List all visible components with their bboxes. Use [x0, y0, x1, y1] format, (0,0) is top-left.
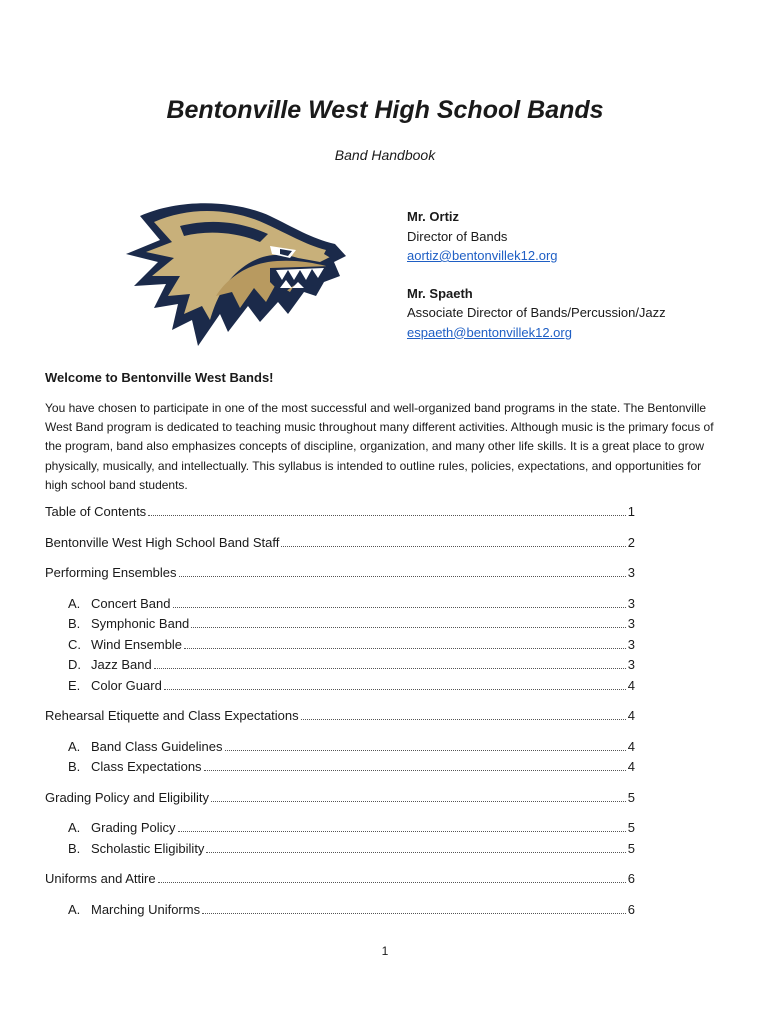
- toc-leader-dots: [204, 770, 626, 771]
- toc-subentry[interactable]: [45, 678, 635, 699]
- toc-leader-dots: [148, 515, 626, 516]
- contact-email-link[interactable]: espaeth@bentonvillek12.org: [407, 324, 572, 340]
- toc-leader-dots: [179, 576, 626, 577]
- toc-page-number: 5: [627, 789, 635, 805]
- contact-name: Mr. Spaeth: [407, 285, 473, 301]
- toc-page-number: 4: [627, 738, 635, 754]
- toc-entry[interactable]: [45, 535, 635, 556]
- toc-leader-dots: [206, 852, 625, 853]
- contact-email-link[interactable]: aortiz@bentonvillek12.org: [407, 248, 558, 263]
- toc-subentry-letter: A.: [68, 901, 81, 917]
- contacts-block: [407, 207, 666, 342]
- toc-page-number: 4: [627, 677, 635, 693]
- toc-leader-dots: [158, 882, 626, 883]
- toc-subentry[interactable]: [45, 820, 635, 841]
- toc-page-number: 5: [627, 840, 635, 856]
- toc-entry[interactable]: [45, 790, 635, 811]
- document-title: Bentonville West High School Bands: [166, 96, 604, 124]
- toc-subentry-label: Jazz Band: [91, 657, 152, 672]
- toc-leader-dots: [164, 689, 626, 690]
- toc-subentry[interactable]: [45, 596, 635, 617]
- toc-entry-label: Bentonville West High School Band Staff: [45, 534, 280, 550]
- toc-page-number: 6: [627, 871, 635, 886]
- toc-subentry[interactable]: [45, 902, 635, 923]
- page-number: 1: [381, 944, 389, 958]
- toc-page-number: 1: [627, 504, 635, 519]
- contact-role: Associate Director of Bands/Percussion/Jazz: [407, 305, 666, 320]
- toc-entry-label: Table of Contents: [45, 504, 147, 519]
- contact-name: Mr. Ortiz: [407, 209, 460, 224]
- toc-subentry-letter: A.: [68, 820, 81, 835]
- toc-subentry-letter: A.: [68, 738, 81, 754]
- toc-entry[interactable]: [45, 708, 635, 729]
- toc-subentry-letter: D.: [68, 657, 81, 672]
- toc-page-number: 4: [627, 708, 635, 723]
- toc-subentry-letter: B.: [68, 840, 81, 856]
- toc-subentry-label: Grading Policy: [91, 820, 176, 835]
- toc-page-number: 3: [627, 595, 635, 611]
- toc-subentry-label: Class Expectations: [91, 759, 202, 774]
- document-subtitle: Band Handbook: [334, 147, 436, 163]
- toc-subentry-letter: C.: [68, 636, 81, 652]
- toc-leader-dots: [173, 607, 626, 608]
- toc-subentry-letter: B.: [68, 616, 81, 631]
- toc-page-number: 5: [627, 820, 635, 835]
- toc-subentry-label: Concert Band: [91, 595, 171, 611]
- toc-leader-dots: [178, 831, 626, 832]
- toc-subentry-label: Band Class Guidelines: [91, 738, 223, 754]
- toc-subentry-label: Scholastic Eligibility: [91, 840, 205, 856]
- toc-leader-dots: [184, 648, 626, 649]
- toc-entry[interactable]: [45, 565, 635, 586]
- toc-entry[interactable]: [45, 871, 635, 892]
- toc-entry-label: Rehearsal Etiquette and Class Expectations: [45, 708, 299, 723]
- toc-page-number: 3: [627, 616, 635, 631]
- toc-leader-dots: [154, 668, 626, 669]
- toc-entry-label: Uniforms and Attire: [45, 871, 156, 886]
- toc-leader-dots: [225, 750, 626, 751]
- toc-page-number: 6: [627, 901, 635, 917]
- toc-subentry[interactable]: [45, 616, 635, 637]
- toc-subentry[interactable]: [45, 759, 635, 780]
- contact-role: Director of Bands: [407, 228, 508, 244]
- toc-page-number: 3: [627, 657, 635, 672]
- toc-page-number: 3: [627, 636, 635, 652]
- toc-entry-label: Performing Ensembles: [45, 565, 177, 580]
- toc-leader-dots: [281, 546, 625, 547]
- toc-entry-label: Grading Policy and Eligibility: [45, 789, 210, 805]
- toc-leader-dots: [191, 627, 625, 628]
- toc-entry[interactable]: [45, 504, 635, 525]
- toc-subentry-label: Color Guard: [91, 677, 162, 693]
- toc-subentry-label: Wind Ensemble: [91, 636, 183, 652]
- welcome-paragraph: You have chosen to participate in one of the most successful and well-organized band programs in the state. The Bentonville West Band program is dedicated to teaching music throughout many different activities. Although music is the primary focus of the program, band also emphasizes concepts of discipline, organization, and many other life skills. It is a great place to grow physically, musically, and intellectually. This syllabus is intended to outline rules, policies, expectations, and opportunities for high school band students.: [45, 401, 714, 492]
- toc-subentry[interactable]: [45, 657, 635, 678]
- toc-subentry-label: Marching Uniforms: [91, 901, 201, 917]
- toc-subentry-letter: A.: [68, 595, 81, 611]
- welcome-heading: Welcome to Bentonville West Bands!: [45, 370, 274, 385]
- toc-subentry-letter: B.: [68, 759, 81, 774]
- toc-subentry[interactable]: [45, 841, 635, 862]
- toc-page-number: 4: [627, 759, 635, 774]
- toc-leader-dots: [301, 719, 626, 720]
- toc-page-number: 3: [627, 565, 635, 580]
- toc-subentry-label: Symphonic Band: [91, 616, 190, 631]
- table-of-contents: [45, 504, 635, 922]
- toc-subentry-letter: E.: [68, 677, 81, 693]
- toc-page-number: 2: [627, 534, 635, 550]
- toc-subentry[interactable]: [45, 739, 635, 760]
- toc-leader-dots: [202, 913, 626, 914]
- wolverine-logo: [120, 196, 350, 356]
- toc-leader-dots: [211, 801, 626, 802]
- toc-subentry[interactable]: [45, 637, 635, 658]
